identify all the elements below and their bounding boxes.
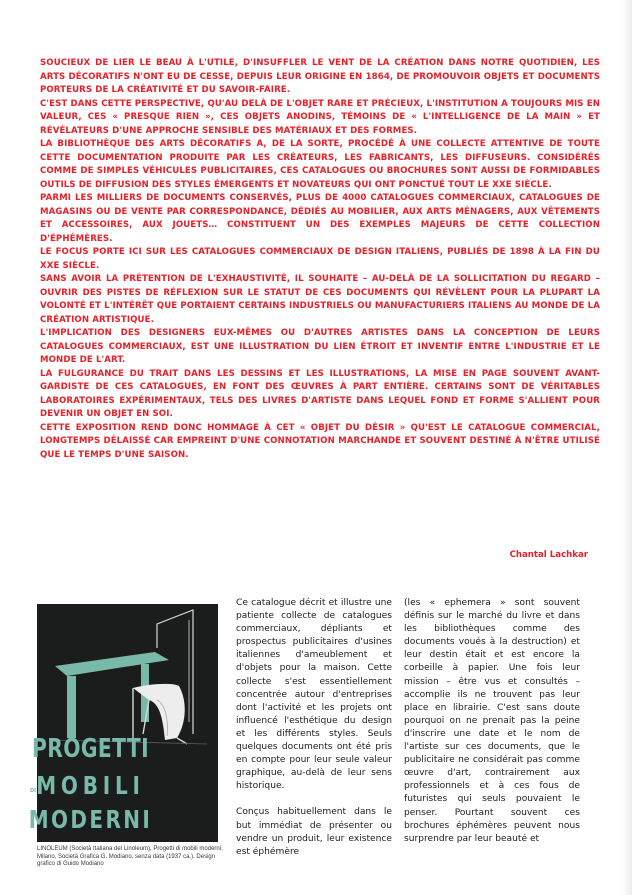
intro-paragraph-3: LA BIBLIOTHÈQUE DES ARTS DÉCORATIFS A, DE LA SORTE, PROCÉDÉ À UNE COLLECTE ATTENTIVE DE TOUTE CETTE DOCUMENTATION PRODUITE PAR LES CRÉATEURS, LES FABRICANTS, LES DIFFUSEURS. CONSIDÉRÉS COMME DE SIMPLES VÉHICULES PUBLICITAIRES, CES CATALOGUES OU BROCHURES SONT AUSSI DE FORMIDABLES OUTILS DE DIFFUSION DES STYLES ÉMERGENTS ET NOVATEURS QUI ONT PONCTUÉ TOUT LE XXE SIÈCLE. [40, 139, 600, 190]
page-edge-shadow [622, 0, 632, 895]
right-paragraph-1: (les « ephemera » sont souvent définis sur le marché du livre et dans les bibliothèques comme des documents voués à la destruction) et leur destin était et est encore la corbeille à papier. Une fois leur mission – être vus et consultés – accomplie ils ne trouvent pas leur place en librairie. C'est sans doute pourquoi on ne prenait pas la peine d'inscrire une date et le nom de l'artiste sur ces documents, que le publicitaire ne considérait pas comme œuvre d'art, contrairement aux professionnels et à ces fous de futuristes qui seuls pouvaient le penser. Pourtant souvent ces brochures éphémères peuvent nous surprendre par leur beauté et [404, 598, 580, 844]
intro-paragraph-1: SOUCIEUX DE LIER LE BEAU À L'UTILE, D'INSUFFLER LE VENT DE LA CRÉATION DANS NOTRE QUOTIDIEN, LES ARTS DÉCORATIFS N'ONT EU DE CESSE, DEPUIS LEUR ORIGINE EN 1864, DE PROMOUVOIR OBJETS ET DOCUMENTS PORTEURS DE LA CRÉATIVITÉ ET DU SAVOIR-FAIRE. [40, 58, 600, 95]
cover-title-line-3: MODERNI [28, 805, 153, 834]
body-column-middle [236, 597, 392, 859]
cover-title-line-1: PROGETTI [31, 734, 150, 764]
middle-paragraph-1: Ce catalogue décrit et illustre une patiente collecte de catalogues commerciaux, dépliants et prospectus publicitaires d'usines italiennes d'ameublement et d'objets pour la maison. Cette collecte s'est essentiellement concentrée autour d'entreprises dont l'activité et les projets ont influencé l'esthétique du design et les différents styles. Seuls quelques documents ont été pris en compte pour leur seule valeur graphique, au-delà de leur sens historique. [236, 598, 392, 792]
chair-seat-shape [133, 684, 185, 740]
intro-paragraph-9: CETTE EXPOSITION REND DONC HOMMAGE À CET « OBJET DU DÉSIR » QU'EST LE CATALOGUE COMMERCIAL, LONGTEMPS DÉLAISSÉ CAR EMPREINT D'UNE CONNOTATION MARCHANDE ET SOUVENT DESTINÉ À N'ÊTRE UTILISÉ QUE LE TEMPS D'UNE SAISON. [40, 422, 600, 460]
middle-paragraph-2: Conçus habituellement dans le but immédiat de présenter ou vendre un produit, leur existence est éphémère [236, 807, 392, 857]
intro-paragraph-8: LA FULGURANCE DU TRAIT DANS LES DESSINS ET LES ILLUSTRATIONS, LA MISE EN PAGE SOUVENT AVANT-GARDISTE DE CES CATALOGUES, EN FONT DES ŒUVRES À PART ENTIÈRE. CERTAINS SONT DE VÉRITABLES LABORATOIRES EXPÉRIMENTAUX, TELS DES LIVRES D'ARTISTE DANS LEQUEL FOND ET FORME S'ALLIENT POUR DEVENIR UN OBJET EN SOI. [40, 368, 600, 419]
body-column-right [404, 597, 580, 846]
intro-paragraph-2: C'EST DANS CETTE PERSPECTIVE, QU'AU DELÀ DE L'OBJET RARE ET PRÉCIEUX, L'INSTITUTION A TOUJOURS MIS EN VALEUR, CES « PRESQUE RIEN », CES OBJETS ANODINS, TÉMOINS DE « L'INTELLIGENCE DE LA MAIN » ET RÉVÉLATEURS D'UNE APPROCHE SENSIBLE DES MATÉRIAUX ET DES FORMES. [40, 98, 600, 136]
cover-title-line-2: MOBILI [36, 771, 145, 800]
image-caption: LINOLEUM (Società Italiana del Linoleum), Progetti di mobili moderni, Milano, Società Grafica G. Modiano, senza data (1937 ca.). Design grafico di Guido Modiano [37, 846, 223, 867]
intro-paragraph-4: PARMI LES MILLIERS DE DOCUMENTS CONSERVÉS, PLUS DE 4000 CATALOGUES COMMERCIAUX, CATALOGUES DE MAGASINS OU DE VENTE PAR CORRESPONDANCE, DÉDIÉS AU MOBILIER, AUX ARTS MÉNAGERS, AUX VÊTEMENTS ET ACCESSOIRES, AUX JOUETS… CONSTITUENT UN DES EXEMPLES MAJEURS DE CETTE COLLECTION D'ÉPHÉMÈRES. [40, 193, 600, 244]
intro-paragraph-6: SANS AVOIR LA PRÉTENTION DE L'EXHAUSTIVITÉ, IL SOUHAITE – AU-DELÀ DE LA SOLLICITATION DU REGARD – OUVRIR DES PISTES DE RÉFLEXION SUR LE STATUT DE CES DOCUMENTS QUI RÉVÈLENT POUR LA PLUPART LA VOLONTÉ ET L'INTÉRÊT QUE PORTAIENT CERTAINS INDUSTRIELS OU MANUFACTURIERS ITALIENS AU MONDE DE LA CRÉATION ARTISTIQUE. [40, 274, 600, 325]
author-signature: Chantal Lachkar [509, 550, 588, 560]
cover-title-di: DI [30, 788, 37, 794]
intro-paragraph-5: LE FOCUS PORTE ICI SUR LES CATALOGUES COMMERCIAUX DE DESIGN ITALIENS, PUBLIÉS DE 1898 À LA FIN DU XXE SIÈCLE. [40, 247, 600, 271]
table-top-shape [55, 652, 169, 676]
intro-text [40, 57, 600, 462]
intro-paragraph-7: L'IMPLICATION DES DESIGNERS EUX-MÊMES OU D'AUTRES ARTISTES DANS LA CONCEPTION DE LEURS CATALOGUES COMMERCIAUX, EST UNE ILLUSTRATION DU LIEN ÉTROIT ET INVENTIF ENTRE L'INDUSTRIE ET LE MONDE DE L'ART. [40, 328, 600, 365]
table-leg-left [67, 676, 76, 738]
